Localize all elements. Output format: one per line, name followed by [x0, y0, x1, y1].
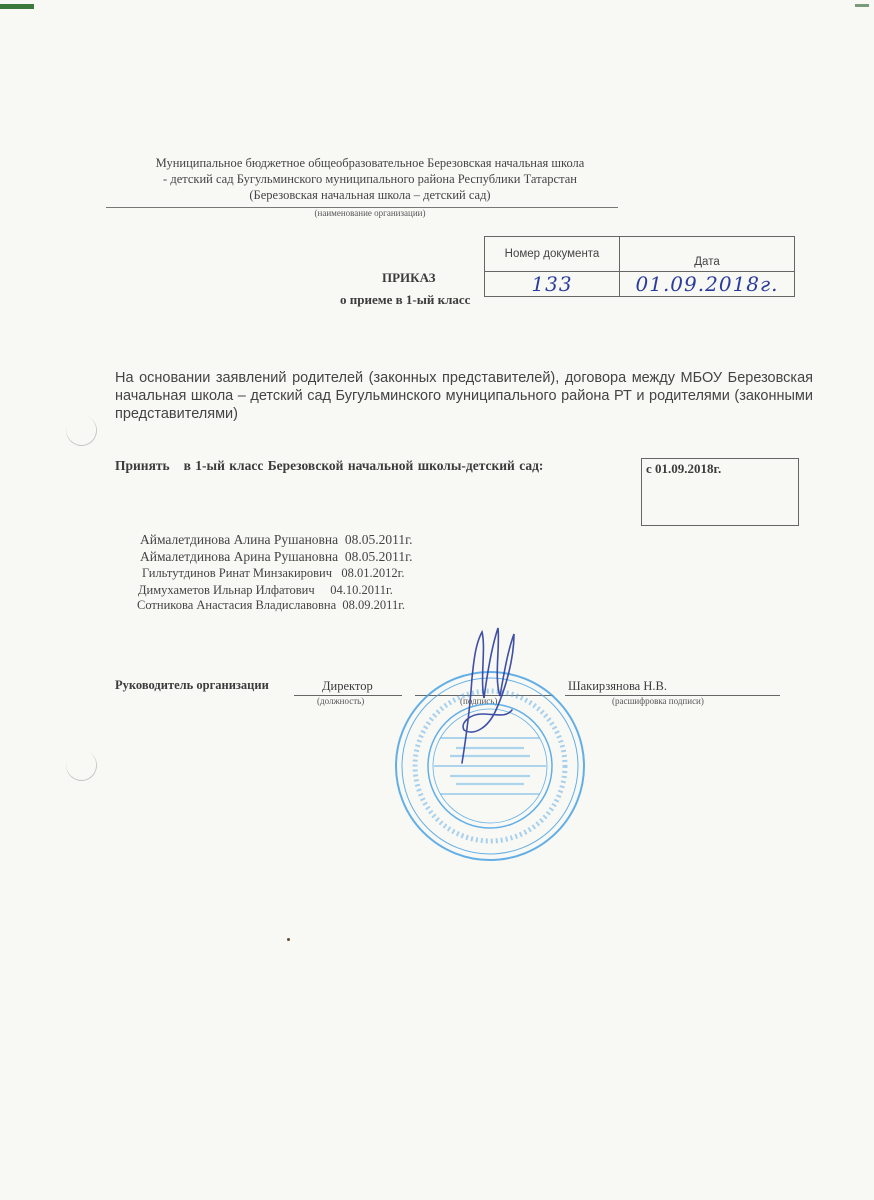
student-entry: Гильтутдинов Ринат Минзакирович 08.01.2012г. [142, 566, 405, 580]
order-title: ПРИКАЗ [382, 270, 436, 285]
director-name: Шакирзянова Н.В. [568, 679, 667, 693]
accept-statement [115, 458, 543, 474]
accept-text: в 1-ый класс Березовской начальной школы-детский сад: [183, 458, 544, 473]
sign-caption: (подпись) [460, 696, 498, 706]
student-entry: Сотникова Анастасия Владиславовна 08.09.2011г. [137, 598, 406, 612]
organization-line-1: Муниципальное бюджетное общеобразовательное Березовская начальная школа [155, 156, 585, 170]
name-caption: (расшифровка подписи) [612, 696, 704, 706]
document-number-value: 133 [485, 272, 620, 297]
student-entry: Аймалетдинова Арина Рушановна 08.05.2011г. [140, 549, 413, 564]
order-subtitle: о приеме в 1-ый класс [340, 292, 471, 307]
signature-label: Руководитель организации [115, 678, 269, 692]
position-caption: (должность) [317, 696, 365, 706]
punch-hole [62, 411, 102, 451]
accept-verb: Принять [115, 458, 170, 473]
student-entry: Димухаметов Ильнар Илфатович 04.10.2011г. [138, 583, 393, 597]
signature-scribble-image [440, 618, 530, 768]
scan-edge-mark [855, 4, 869, 7]
organization-caption: (наименование организации) [314, 208, 426, 218]
document-number-header: Номер документа [485, 237, 620, 272]
position-value: Директор [322, 679, 373, 693]
organization-line-2: - детский сад Бугульминского муниципального района Республики Татарстан [163, 172, 577, 186]
punch-hole [62, 746, 102, 786]
speck [287, 938, 290, 941]
scan-edge-mark [0, 4, 34, 9]
document-date-header: Дата [620, 237, 795, 272]
order-basis-paragraph: На основании заявлений родителей (законных представителей), договора между МБОУ Березовская начальная школа – детский сад Бугульминского муниципального района РТ и родителями (законными представителями) [115, 370, 813, 422]
document-date-value: 01.09.2018г. [620, 272, 795, 297]
organization-header [100, 155, 640, 203]
student-entry: Аймалетдинова Алина Рушановна 08.05.2011г. [140, 532, 413, 547]
document-number-date-table [484, 236, 795, 297]
organization-line-3: (Березовская начальная школа – детский сад) [249, 188, 491, 202]
accept-date-box: с 01.09.2018г. [641, 458, 799, 526]
